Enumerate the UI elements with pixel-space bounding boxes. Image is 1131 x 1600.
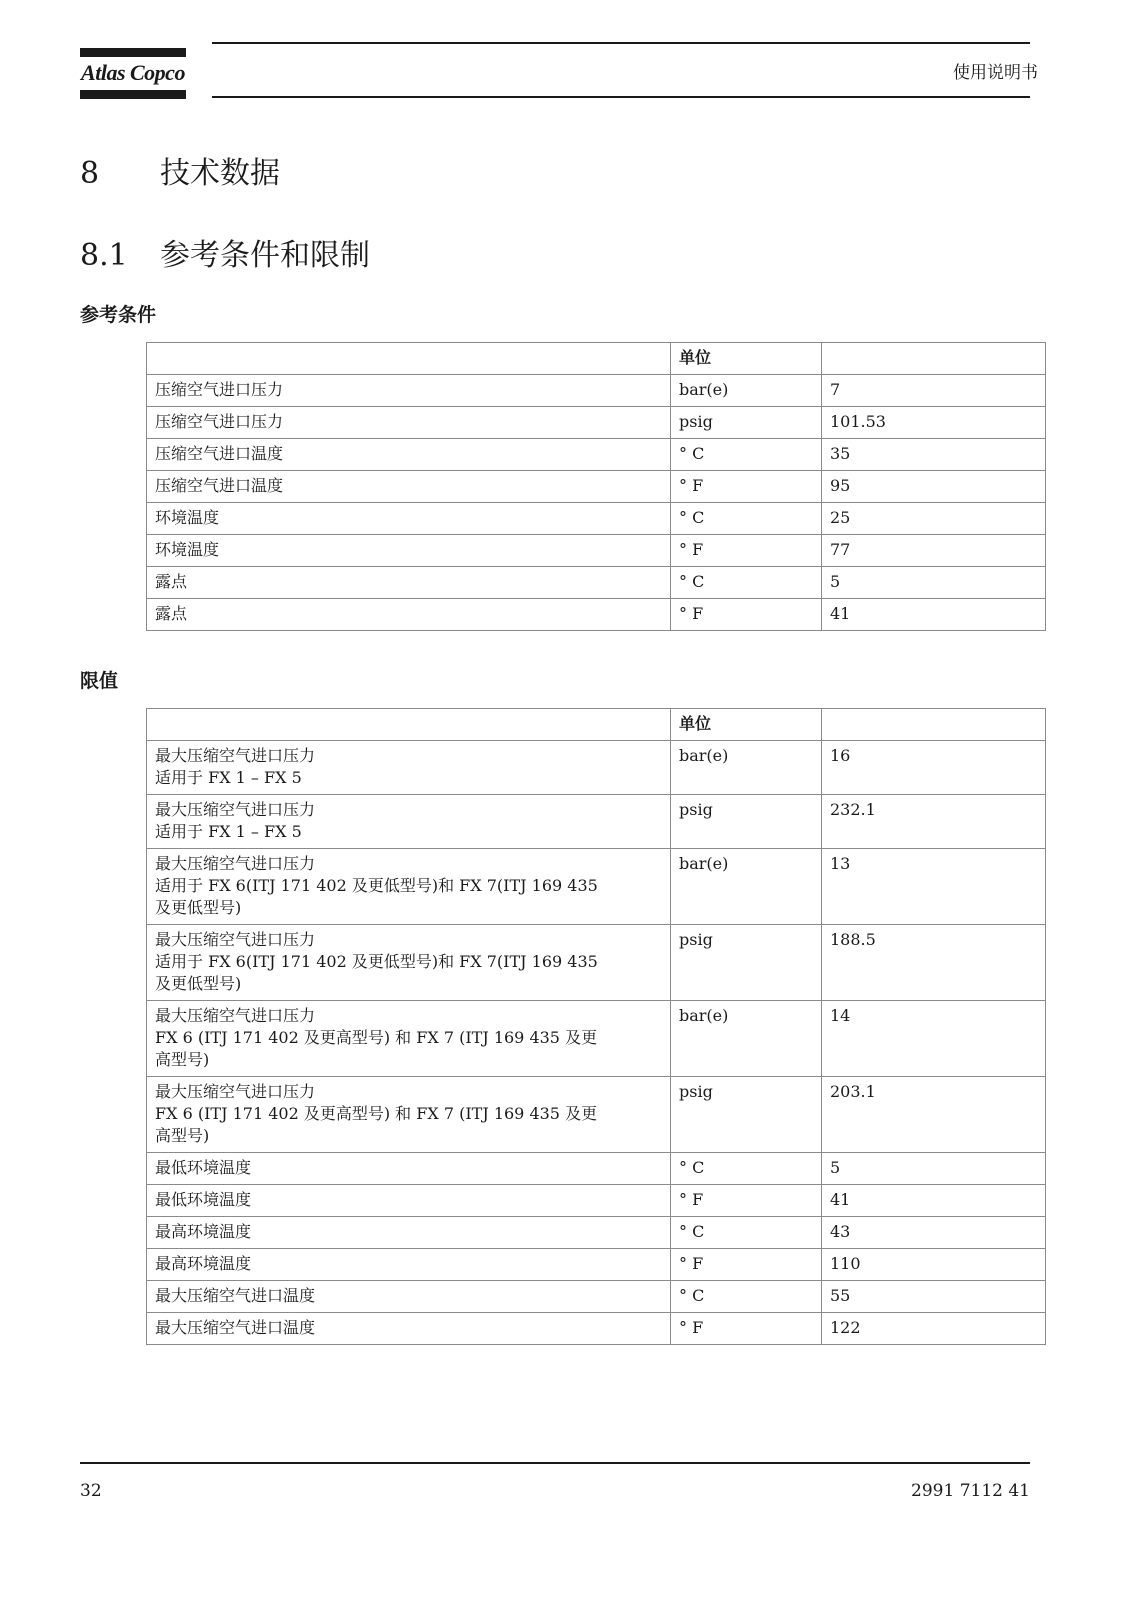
parameter-cell: 露点 [147, 567, 671, 599]
value-cell: 77 [822, 535, 1046, 567]
unit-cell: psig [671, 407, 822, 439]
table-row [147, 849, 1046, 925]
table-header-row [147, 709, 1046, 741]
parameter-line: 最低环境温度 [155, 1158, 252, 1177]
parameter-cell [147, 1313, 671, 1345]
parameter-line: FX 6 (ITJ 171 402 及更高型号) 和 FX 7 (ITJ 169 435 及更 [155, 1104, 598, 1123]
table-row [147, 1077, 1046, 1153]
table-row [147, 439, 1046, 471]
value-cell: 5 [822, 1153, 1046, 1185]
logo-bar-bottom [80, 90, 186, 99]
parameter-cell [147, 1001, 671, 1077]
unit-cell: ° F [671, 471, 822, 503]
parameter-line: 适用于 FX 1 – FX 5 [155, 768, 302, 787]
table-row [147, 1249, 1046, 1281]
value-cell: 35 [822, 439, 1046, 471]
parameter-line: FX 6 (ITJ 171 402 及更高型号) 和 FX 7 (ITJ 169 435 及更 [155, 1028, 598, 1047]
parameter-line: 适用于 FX 6(ITJ 171 402 及更低型号)和 FX 7(ITJ 169 435 [155, 876, 598, 895]
unit-cell: ° C [671, 567, 822, 599]
table-row [147, 795, 1046, 849]
unit-cell: psig [671, 795, 822, 849]
unit-cell: ° F [671, 1185, 822, 1217]
parameter-cell: 露点 [147, 599, 671, 631]
parameter-cell [147, 1185, 671, 1217]
header-cell-unit: 单位 [671, 709, 822, 741]
parameter-cell [147, 1217, 671, 1249]
parameter-cell: 压缩空气进口压力 [147, 407, 671, 439]
unit-cell: bar(e) [671, 741, 822, 795]
parameter-line: 最大压缩空气进口压力 [155, 746, 316, 765]
parameter-cell [147, 1249, 671, 1281]
table-row [147, 471, 1046, 503]
header-cell-param [147, 709, 671, 741]
value-cell: 43 [822, 1217, 1046, 1249]
reference-heading: 参考条件 [80, 304, 157, 326]
parameter-cell [147, 1077, 671, 1153]
subsection-number: 8.1 [80, 238, 128, 273]
parameter-cell [147, 1281, 671, 1313]
value-cell: 188.5 [822, 925, 1046, 1001]
value-cell: 232.1 [822, 795, 1046, 849]
parameter-line: 高型号) [155, 1050, 210, 1069]
parameter-line: 最高环境温度 [155, 1254, 252, 1273]
parameter-line: 最高环境温度 [155, 1222, 252, 1241]
parameter-line: 及更低型号) [155, 898, 242, 917]
parameter-line: 及更低型号) [155, 974, 242, 993]
limits-heading: 限值 [80, 670, 119, 692]
table-row [147, 1281, 1046, 1313]
value-cell: 14 [822, 1001, 1046, 1077]
unit-cell: ° C [671, 1153, 822, 1185]
value-cell: 110 [822, 1249, 1046, 1281]
subsection-title: 参考条件和限制 [160, 238, 370, 273]
parameter-cell [147, 849, 671, 925]
limits-table [146, 708, 1046, 1345]
table-header-row [147, 343, 1046, 375]
parameter-cell [147, 741, 671, 795]
parameter-line: 最大压缩空气进口压力 [155, 854, 316, 873]
parameter-line: 最大压缩空气进口压力 [155, 800, 316, 819]
table-row [147, 535, 1046, 567]
value-cell: 41 [822, 1185, 1046, 1217]
table-row [147, 1153, 1046, 1185]
parameter-cell: 环境温度 [147, 535, 671, 567]
parameter-line: 适用于 FX 6(ITJ 171 402 及更低型号)和 FX 7(ITJ 169 435 [155, 952, 598, 971]
value-cell: 122 [822, 1313, 1046, 1345]
header-rule-top [212, 42, 1030, 44]
document-number: 2991 7112 41 [911, 1481, 1030, 1501]
parameter-line: 最大压缩空气进口温度 [155, 1286, 316, 1305]
footer-rule [80, 1462, 1030, 1464]
table-row [147, 741, 1046, 795]
table-row [147, 1185, 1046, 1217]
parameter-cell: 压缩空气进口压力 [147, 375, 671, 407]
header-rule-bottom [212, 96, 1030, 98]
header-cell-unit: 单位 [671, 343, 822, 375]
value-cell: 203.1 [822, 1077, 1046, 1153]
parameter-line: 最大压缩空气进口压力 [155, 1082, 316, 1101]
section-number: 8 [80, 156, 100, 191]
parameter-line: 最大压缩空气进口压力 [155, 1006, 316, 1025]
value-cell: 55 [822, 1281, 1046, 1313]
unit-cell: ° F [671, 1313, 822, 1345]
value-cell: 13 [822, 849, 1046, 925]
section-title: 技术数据 [160, 156, 280, 191]
parameter-line: 高型号) [155, 1126, 210, 1145]
table-row [147, 567, 1046, 599]
section-heading [80, 148, 280, 192]
header-cell-value [822, 709, 1046, 741]
unit-cell: bar(e) [671, 849, 822, 925]
table-row [147, 1217, 1046, 1249]
page-number: 32 [80, 1481, 102, 1501]
header-cell-param [147, 343, 671, 375]
parameter-line: 最大压缩空气进口温度 [155, 1318, 316, 1337]
header-cell-value [822, 343, 1046, 375]
unit-cell: ° C [671, 1281, 822, 1313]
unit-cell: ° C [671, 503, 822, 535]
value-cell: 7 [822, 375, 1046, 407]
value-cell: 101.53 [822, 407, 1046, 439]
unit-cell: bar(e) [671, 1001, 822, 1077]
value-cell: 95 [822, 471, 1046, 503]
table-row [147, 1313, 1046, 1345]
unit-cell: ° F [671, 599, 822, 631]
subsection-heading [80, 230, 370, 274]
unit-cell: ° C [671, 1217, 822, 1249]
logo-wordmark: Atlas Copco [81, 60, 185, 85]
table-row [147, 1001, 1046, 1077]
value-cell: 41 [822, 599, 1046, 631]
value-cell: 16 [822, 741, 1046, 795]
value-cell: 25 [822, 503, 1046, 535]
parameter-line: 最大压缩空气进口压力 [155, 930, 316, 949]
reference-conditions-table [146, 342, 1046, 631]
parameter-line: 适用于 FX 1 – FX 5 [155, 822, 302, 841]
table-row [147, 375, 1046, 407]
table-row [147, 503, 1046, 535]
parameter-cell [147, 925, 671, 1001]
unit-cell: bar(e) [671, 375, 822, 407]
logo-bar-top [80, 48, 186, 57]
unit-cell: psig [671, 925, 822, 1001]
parameter-cell [147, 1153, 671, 1185]
parameter-cell: 压缩空气进口温度 [147, 439, 671, 471]
unit-cell: psig [671, 1077, 822, 1153]
parameter-cell: 环境温度 [147, 503, 671, 535]
table-row [147, 407, 1046, 439]
unit-cell: ° C [671, 439, 822, 471]
table-row [147, 925, 1046, 1001]
unit-cell: ° F [671, 535, 822, 567]
atlas-copco-logo [80, 48, 186, 100]
parameter-cell [147, 795, 671, 849]
value-cell: 5 [822, 567, 1046, 599]
parameter-cell: 压缩空气进口温度 [147, 471, 671, 503]
header-title: 使用说明书 [953, 63, 1038, 83]
unit-cell: ° F [671, 1249, 822, 1281]
table-row [147, 599, 1046, 631]
parameter-line: 最低环境温度 [155, 1190, 252, 1209]
